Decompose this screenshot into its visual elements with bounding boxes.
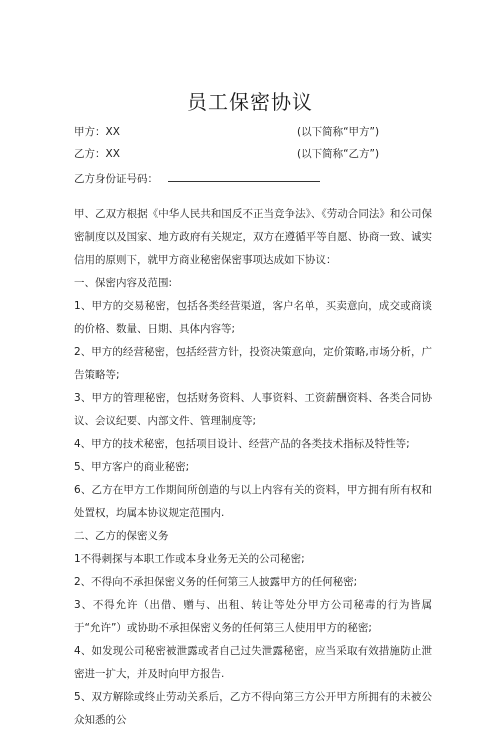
party-b-label: 乙方：XX: [74, 148, 120, 160]
document-title: 员工保密协议: [187, 90, 313, 114]
party-a-row: [74, 125, 434, 139]
party-b-note: (以下简称“乙方”): [297, 148, 380, 160]
party-a-label: 甲方：XX: [74, 126, 120, 138]
paragraph-obligation-3: 3、不得允许（出借、赠与、出租、转让等处分甲方公司秘毒的行为皆属于“允许”）或协助不承担保密义务的任何第三人使用甲方的秘密;: [74, 599, 432, 634]
paragraph-scope-4: 4、甲方的技术秘密，包括项目设计、经营产品的各类技术指标及特性等;: [74, 438, 410, 450]
id-number-row: [74, 170, 434, 186]
id-number-label: 乙方身份证号码：: [74, 173, 158, 185]
paragraph-obligation-2: 2、不得向不承担保密义务的任何第三人披露甲方的任何秘密;: [74, 576, 358, 588]
paragraph-scope-2: 2、甲方的经营秘密，包括经营方针，投资决策意向，定价策略,市场分析，广告策略等;: [74, 346, 432, 381]
paragraph-preamble: 甲、乙双方根据《中华人民共和国反不正当竞争法》、《劳动合同法》和公司保密制度以及国家、地方政府有关规定，双方在遵循平等自愿、协商一致、诚实信用的原则下，就甲方商业秘密保密事项达成如下协议：: [74, 208, 432, 266]
paragraph-obligation-4: 4、如发现公司秘密被泄露或者自己过失泄露秘密，应当采取有效措施防止泄密进一扩大，并及时向甲方报告.: [74, 645, 432, 680]
paragraph-obligation-1: 1不得刺探与本职工作或本身业务无关的公司秘密;: [74, 553, 305, 565]
paragraph-scope-6: 6、乙方在甲方工作期间所创造的与以上内容有关的资料，甲方拥有所有权和处置权，均属本协议规定范围内.: [74, 484, 432, 519]
paragraph-scope-3: 3、甲方的管理秘密，包括财务资料、人事资料、工资薪酬资料、各类合同协议、会议纪要、内部文件、管理制度等;: [74, 392, 432, 427]
paragraph-obligation-5: 5、双方解除或终止劳动关系后，乙方不得向第三方公开甲方所拥有的未被公众知悉的公: [74, 691, 432, 726]
party-b-row: [74, 147, 434, 161]
id-number-blank-line: [168, 170, 320, 182]
agreement-body: [74, 203, 432, 732]
party-a-note: (以下简称“甲方”): [297, 126, 380, 138]
paragraph-scope-5: 5、甲方客户的商业秘密;: [74, 461, 190, 473]
section-heading-obligations: 二、乙方的保密义务: [74, 530, 169, 542]
section-heading-scope: 一、保密内容及范围:: [74, 277, 173, 289]
paragraph-scope-1: 1、甲方的交易秘密，包括各类经营渠道，客户名单，买卖意向，成交或商谈的价格、数量、日期、具体内容等;: [74, 300, 432, 335]
